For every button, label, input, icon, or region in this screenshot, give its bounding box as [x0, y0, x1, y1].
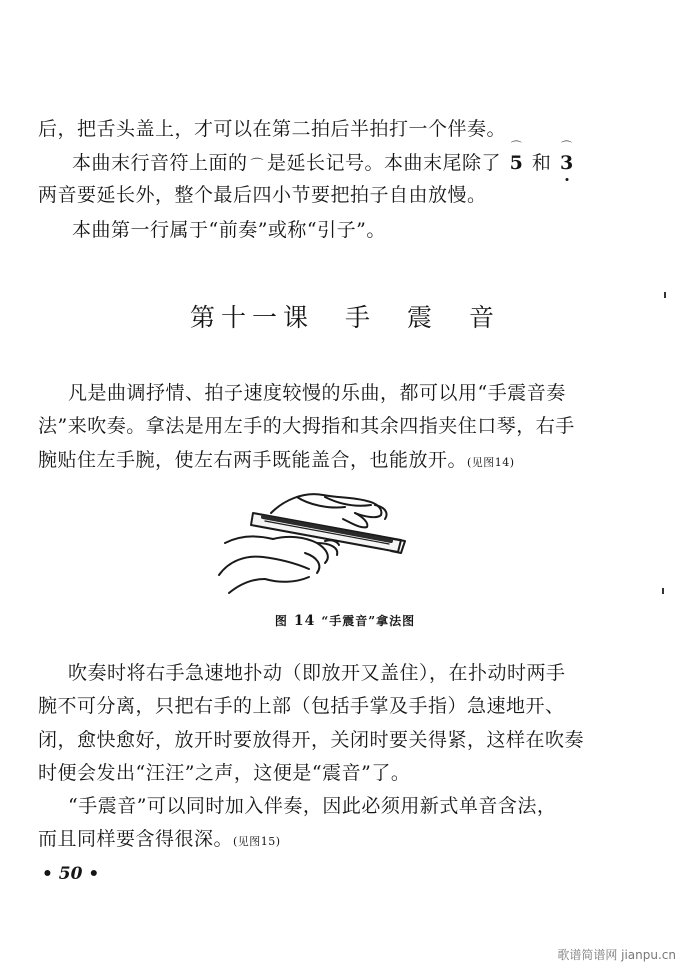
intro-line-3: [38, 448, 515, 475]
figure-caption-text: “手震音”拿法图: [321, 614, 416, 628]
figure-reference: (见图14): [467, 456, 515, 469]
paragraph-line-4: 本曲第一行属于“前奏”或称“引子”。: [72, 219, 386, 241]
scan-mark: [664, 292, 666, 298]
body-line-6: [38, 827, 281, 854]
lesson-title: 第十一课 手 震 音: [189, 303, 500, 332]
harmonica-hands-illustration: [205, 483, 425, 598]
intro-line-2: 法”来吹奏。拿法是用左手的大拇指和其余四指夹住口琴，右手: [38, 415, 575, 437]
body-line-5: “手震音”可以同时加入伴奏，因此必须用新式单音含法，: [68, 795, 557, 817]
paragraph-line-3: 两音要延长外，整个最后四小节要把拍子自由放慢。: [38, 184, 487, 206]
text-segment: 本曲末行音符上面的: [72, 152, 248, 174]
paragraph-line-1: 后，把舌头盖上，才可以在第二拍后半拍打一个伴奏。: [38, 118, 507, 140]
watermark: 歌谱简谱网 jianpu.cn: [557, 948, 676, 962]
body-line-4: 时便会发出“汪汪”之声，这便是“震音”了。: [38, 762, 411, 784]
text-segment: 腕贴住左手腕，使左右两手既能盖合，也能放开。: [38, 449, 468, 471]
page-number: • 50 •: [42, 864, 100, 884]
figure-number: 14: [293, 613, 316, 629]
fermata-icon: ⌒: [250, 158, 265, 173]
figure-reference: (见图15): [233, 835, 281, 848]
body-line-2: 腕不可分离，只把右手的上部（包括手掌及手指）急速地开、: [38, 695, 565, 717]
fermata-icon: ⌒: [561, 140, 573, 153]
scan-mark: [662, 588, 664, 594]
paragraph-line-2: [72, 140, 576, 178]
fermata-icon: ⌒: [510, 140, 523, 153]
figure-caption: [0, 612, 690, 629]
fermata-note: ⌒ 5: [509, 140, 524, 174]
text-segment: 是延长记号。本曲末尾除了: [267, 152, 502, 174]
fermata-note: ⌒ 3: [558, 151, 576, 175]
body-line-3: 闭，愈快愈好，放开时要放得开，关闭时要关得紧，这样在吹奏: [38, 729, 585, 751]
text-segment: 和: [531, 152, 552, 174]
figure-label: 图: [274, 614, 288, 628]
text-segment: 而且同样要含得很深。: [38, 828, 234, 850]
body-line-1: 吹奏时将右手急速地扑动（即放开又盖住），在扑动时两手: [68, 662, 566, 684]
dot-below-icon: [565, 178, 568, 181]
intro-line-1: 凡是曲调抒情、拍子速度较慢的乐曲，都可以用“手震音奏: [68, 382, 566, 404]
